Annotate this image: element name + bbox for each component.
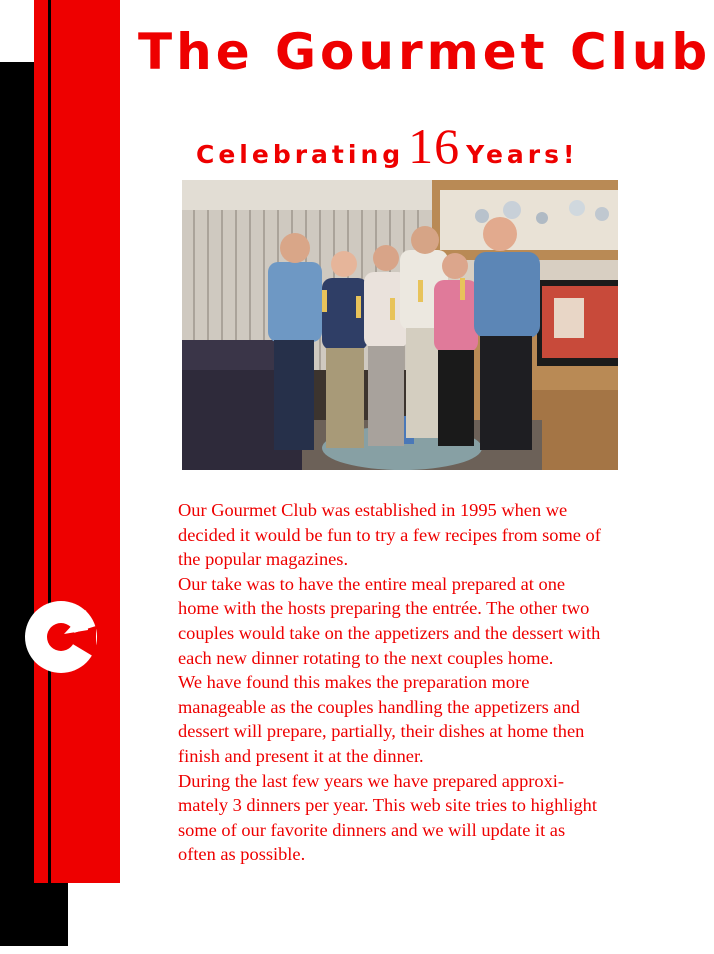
subtitle-tail: Years! xyxy=(466,140,579,169)
years-number: 16 xyxy=(408,118,461,174)
story-line: mately 3 dinners per year. This web site tries to highlight xyxy=(178,795,597,816)
story-line: finish and present it at the dinner. xyxy=(178,745,424,766)
club-logo-icon xyxy=(24,600,98,674)
story-line: some of our favorite dinners and we will update it as xyxy=(178,819,566,840)
story-line: often as possible. xyxy=(178,844,306,865)
story-line: each new dinner rotating to the next couples home. xyxy=(178,647,554,668)
story-line: dessert will prepare, partially, their dishes at home then xyxy=(178,721,585,742)
story-line: Our Gourmet Club was established in 1995 when we xyxy=(178,500,568,520)
group-photo xyxy=(182,180,618,470)
left-red-bar xyxy=(34,0,120,883)
story-line: home with the hosts preparing the entrée. The other two xyxy=(178,598,590,619)
story-line: manageable as the couples handling the appetizers and xyxy=(178,696,580,717)
story-line: decided it would be fun to try a few recipes from some of xyxy=(178,524,601,545)
story-line: During the last few years we have prepared approxi- xyxy=(178,770,565,791)
story-line: couples would take on the appetizers and the dessert with xyxy=(178,622,601,643)
club-story xyxy=(178,498,698,867)
story-line: Our take was to have the entire meal prepared at one xyxy=(178,573,566,594)
site-title: The Gourmet Club xyxy=(138,23,712,81)
story-line: We have found this makes the preparation more xyxy=(178,672,530,693)
anniversary-subtitle xyxy=(196,118,578,183)
red-bar-stripe xyxy=(48,0,51,883)
story-line: the popular magazines. xyxy=(178,549,349,570)
subtitle-lead: Celebrating xyxy=(196,140,405,169)
